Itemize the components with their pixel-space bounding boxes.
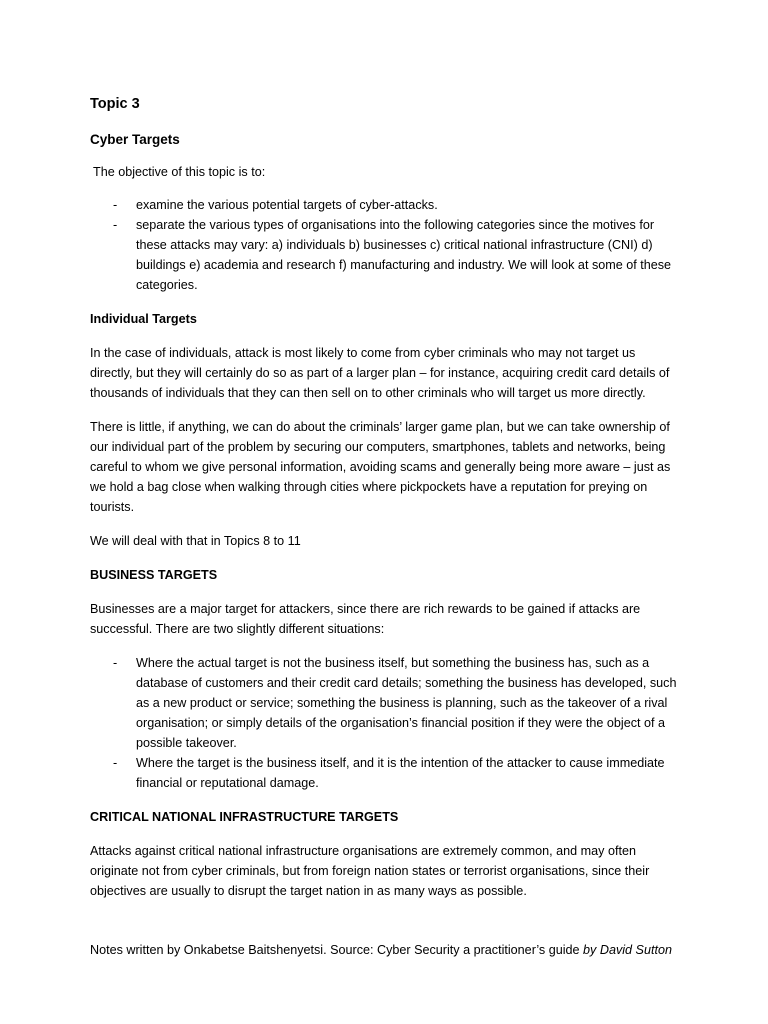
dash-bullet: -: [113, 198, 118, 212]
paragraph: Businesses are a major target for attackers, since there are rich rewards to be gained if attacks are successful. There are two slightly different situations:: [90, 602, 641, 636]
paragraph: There is little, if anything, we can do about the criminals’ larger game plan, but we can take ownership of our individual part of the problem by securing our computers, smartphones, tablets and networks, being careful to whom we give personal information, avoiding scams and generally being more aware – just as we hold a bag close when walking through cities where pickpockets have a reputation for preying on tourists.: [90, 420, 671, 514]
list-item: [90, 215, 680, 295]
business-situations-list: [90, 653, 680, 793]
situation-text: Where the actual target is not the business itself, but something the business has, such as a database of customers and their credit card details; something the business has developed, such as a new product or service; something the business is planning, such as the takeover of a rival organisation; or simply details of the organisation’s financial position if they were the object of a possible takeover.: [136, 656, 677, 750]
objective-text: separate the various types of organisations into the following categories since the motives for these attacks may vary: a) individuals b) businesses c) critical national infrastructure (CNI) d) buildings e) academia and research f) manufacturing and industry. We will look at some of these categories.: [136, 218, 672, 292]
list-item: [90, 753, 680, 793]
intro-text: The objective of this topic is to:: [93, 165, 266, 179]
paragraph: Attacks against critical national infrastructure organisations are extremely common, and may often originate not from cyber criminals, but from foreign nation states or terrorist organisations, since their objectives are usually to disrupt the target nation in as many ways as possible.: [90, 844, 650, 898]
footer-text: Notes written by Onkabetse Baitshenyetsi. Source: Cyber Security a practitioner’s guide: [90, 943, 584, 957]
dash-bullet: -: [113, 218, 118, 232]
list-item: [90, 653, 680, 753]
footer-note: [90, 941, 680, 960]
paragraph: In the case of individuals, attack is most likely to come from cyber criminals who may not target us directly, but they will certainly do so as part of a larger plan – for instance, acquiring credit card details of thousands of individuals that they can then sell on to other criminals who will target us more directly.: [90, 346, 670, 400]
dash-bullet: -: [113, 756, 118, 770]
business-targets-heading: BUSINESS TARGETS: [90, 568, 218, 582]
situation-text: Where the target is the business itself, and it is the intention of the attacker to cause immediate financial or reputational damage.: [136, 756, 665, 790]
document-body: [90, 93, 680, 915]
topic-title: Topic 3: [90, 96, 140, 112]
footer-author: by David Sutton: [583, 943, 672, 957]
cni-targets-heading: CRITICAL NATIONAL INFRASTRUCTURE TARGETS: [90, 810, 399, 824]
paragraph: We will deal with that in Topics 8 to 11: [90, 534, 301, 548]
dash-bullet: -: [113, 656, 118, 670]
objectives-list: [90, 195, 680, 295]
objective-text: examine the various potential targets of cyber-attacks.: [136, 198, 438, 212]
section-title: Cyber Targets: [90, 132, 180, 147]
list-item: [90, 195, 680, 215]
individual-targets-heading: Individual Targets: [90, 312, 197, 326]
